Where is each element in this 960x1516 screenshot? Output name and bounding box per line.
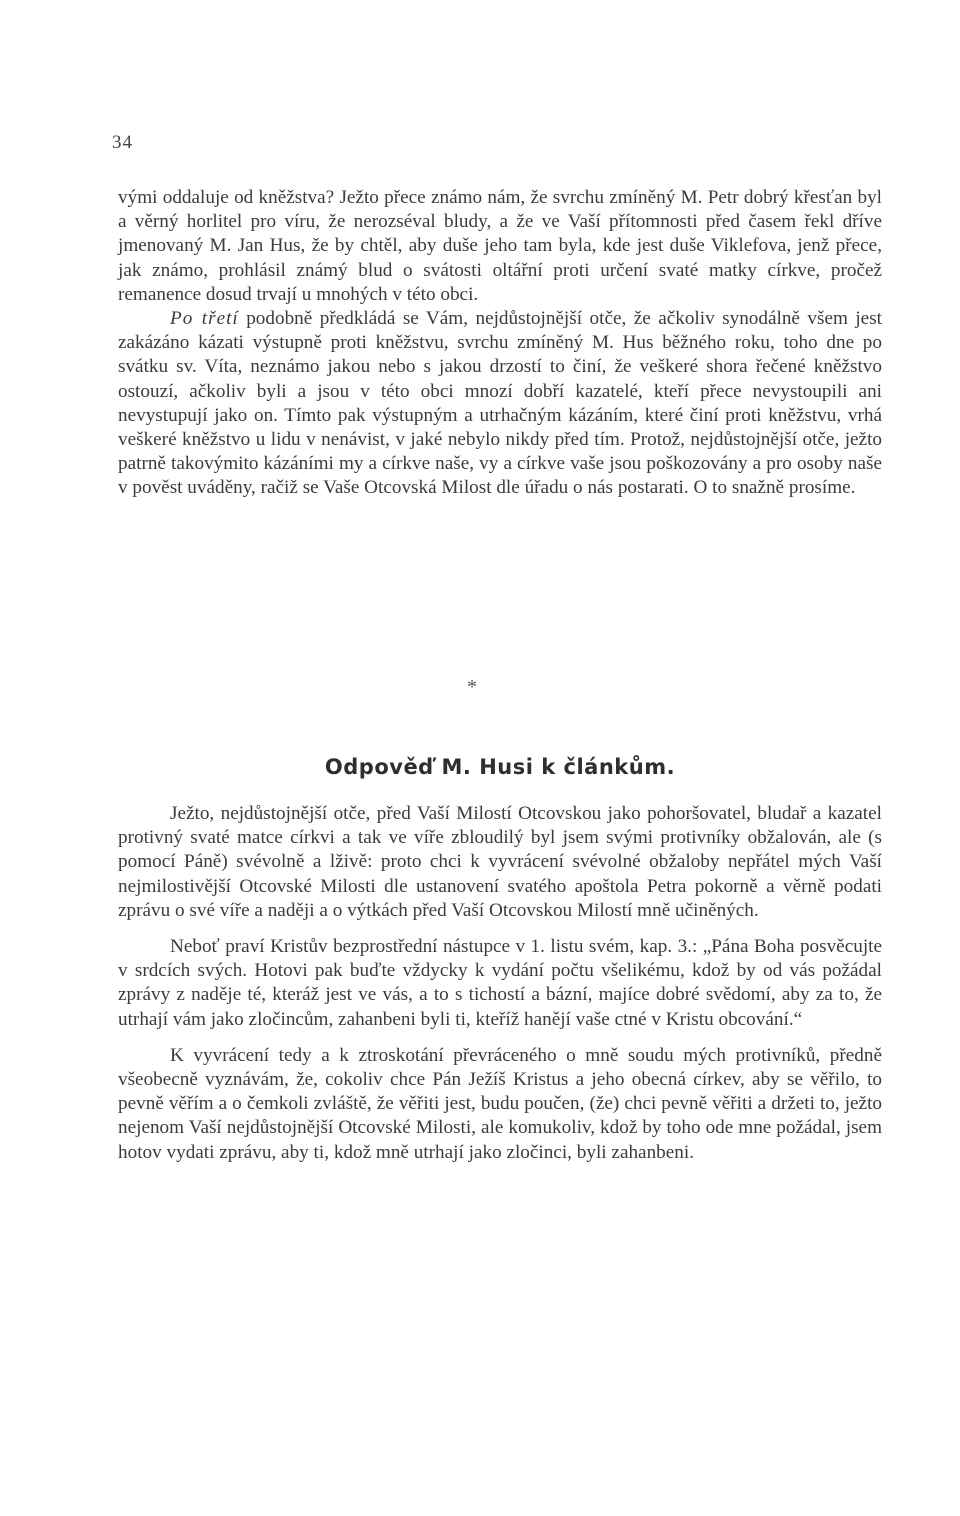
paragraph: Ježto, nejdůstojnější otče, před Vaší Milostí Otcovskou jako pohoršovatel, bludař a kazatel protivný svaté matce církvi a tak ve víře zbloudilý byl jsem svými protivníky obžalován, ale (s pomocí Páně) svévolně a lživě: proto chci k vyvrácení svévolné obžaloby nepřátel mých Vaší nejmilostivější Otcovské Milosti dle ustanovení svatého apoštola Petra pokorně a věrně podati zprávu o své víře a naději a o výtkách před Vaší Otcovskou Milostí mně učiněných. xyxy=(118,803,882,921)
continued-text-block xyxy=(118,186,882,501)
paragraph xyxy=(118,307,882,501)
paragraph: K vyvrácení tedy a k ztroskotání převráceného o mně soudu mých protivníků, předně všeobecně vyznávám, že, cokoliv chce Pán Ježíš Kristus a jeho obecná církev, aby se věřilo, to pevně věřím a o čemkoli zvláště, že věřiti jest, budu poučen, (že) chci pevně věřiti a držeti to, ježto nejenom Vaší nejdůstojnější Otcovské Milosti, ale komukoliv, kdož by toho ode mne požádal, jsem hotov vydati zprávu, aby ti, kdož mně utrhají jako zločinci, byli zahanbeni. xyxy=(118,1044,882,1163)
asterisk-ornament: * xyxy=(467,676,477,698)
paragraph-body: podobně předkládá se Vám, nejdůstojnější otče, že ačkoliv synodálně všem jest zakázáno kázati výstupně proti kněžstvu, svrchu zmíněný M. Hus běžného roku, toho dne po svátku sv. Víta, neznámo jakou nebo s jakou drzostí to činí, že veškeré shora řečené kněžstvo ostouzí, ačkoliv byli a jsou v této obci mnozí dobří kazatelé, kteří přece nevystoupili ani nevystupují jako on. Tímto pak výstupným a utrhačným kázáním, které činí proti kněžstvu, vrhá veškeré kněžstvo u lidu v nenávist, v jaké nebylo nikdy před tím. Protož, nejdůstojnější otče, ježto patrně takovýmito kázáními my a církve naše, vy a církve vaše jsou poškozovány a pro osoby naše v pověst uváděny, račiž se Vaše Otcovská Milost dle úřadu o nás postarati. O to snažně prosíme. xyxy=(118,308,882,499)
italic-lead: Po třetí xyxy=(170,308,239,330)
paragraph: vými oddaluje od kněžstva? Ježto přece známo nám, že svrchu zmíněný M. Petr dobrý křesťan byl a věrný horlitel pro víru, že nerozséval bludy, a že ve Vaší přítomnosti před časem řekl dříve jmenovaný M. Jan Hus, že by chtěl, aby duše jeho tam byla, kde jest duše Viklefova, jenž přece, jak známo, prohlásil známý blud o svátosti oltářní proti určení svaté matky církve, pročež remanence dosud trvají u mnohých v této obci. xyxy=(118,187,882,305)
section-heading: Odpověď M. Husi k článkům. xyxy=(324,755,676,779)
page-number: 34 xyxy=(112,132,133,153)
paragraph: Neboť praví Kristův bezprostřední nástupce v 1. listu svém, kap. 3.: „Pána Boha posvěcujte v srdcích svých. Hotovi pak buďte vždycky k vydání počtu všelikému, kdož by od vás požádal zprávy z naděje té, kteráž jest ve vás, a to s tichostí a bázní, majíce dobré svědomí, aby za to, že utrhají vám jako zločincům, zahanbeni byli ti, kteříž hanějí vaše ctné v Kristu obcování.“ xyxy=(118,936,882,1030)
section-text-block xyxy=(118,802,882,1165)
